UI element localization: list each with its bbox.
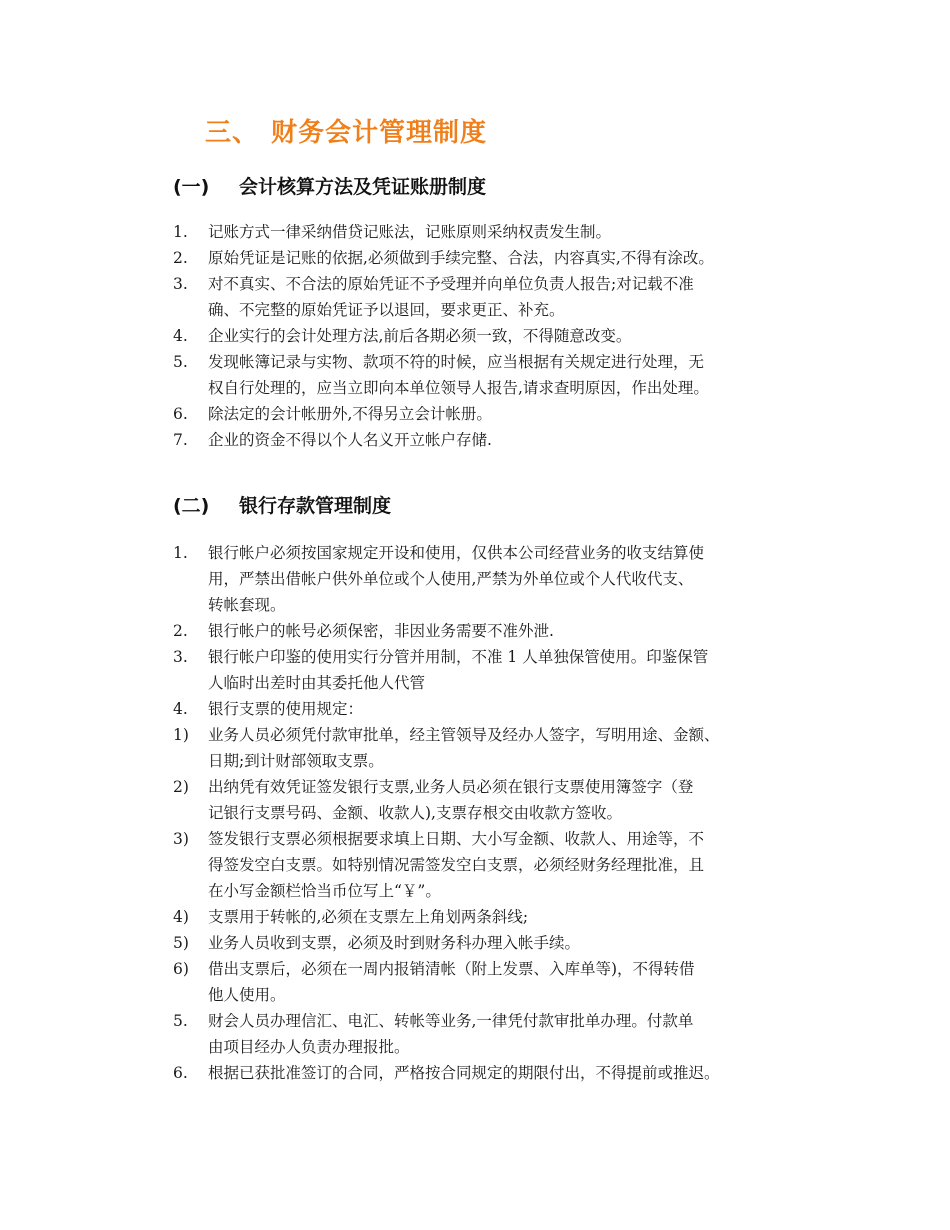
list-item-text-line: 签发银行支票必须根据要求填上日期、大小写金额、收款人、用途等，不	[208, 830, 705, 848]
chapter-title-text: 财务会计管理制度	[271, 118, 488, 148]
list-item-marker: 3.	[173, 648, 188, 666]
section-title-text: 会计核算方法及凭证账册制度	[239, 176, 487, 198]
list-item-marker: 2.	[173, 622, 188, 640]
list-item	[173, 219, 833, 245]
list-item-marker: 4)	[173, 908, 189, 926]
list-item-marker: 1.	[173, 544, 188, 562]
list-item-marker: 4.	[173, 327, 188, 345]
list-item-text-line: 业务人员必须凭付款审批单，经主管领导及经办人签字，写明用途、金额、	[208, 726, 720, 744]
list-item-text-line: 权自行处理的，应当立即向本单位领导人报告,请求查明原因，作出处理。	[208, 379, 709, 397]
list-item-text-line: 用，严禁出借帐户供外单位或个人使用,严禁为外单位或个人代收代支、	[208, 570, 694, 588]
list-item-text-line: 他人使用。	[208, 986, 286, 1004]
list-item-text-line: 银行帐户印鉴的使用实行分管并用制，不准 1 人单独保管使用。印鉴保管	[208, 648, 709, 666]
list-item-text-line: 对不真实、不合法的原始凭证不予受理并向单位负责人报告;对记载不准	[208, 275, 694, 293]
list-item-marker: 6)	[173, 960, 189, 978]
list-item-text-line: 得签发空白支票。如特别情况需签发空白支票，必须经财务经理批准，且	[208, 856, 705, 874]
section-title-1	[173, 172, 486, 199]
list-item	[173, 427, 833, 453]
list-item-text-line: 根据已获批准签订的合同，严格按合同规定的期限付出，不得提前或推迟。	[208, 1064, 720, 1082]
list-item-text-line: 支票用于转帐的,必须在支票左上角划两条斜线;	[208, 908, 529, 926]
list-item-text-line: 由项目经办人负责办理报批。	[208, 1038, 410, 1056]
list-item-marker: 3.	[173, 275, 188, 293]
list-item-text-line: 发现帐簿记录与实物、款项不符的时候，应当根据有关规定进行处理，无	[208, 353, 705, 371]
list-item-marker: 7.	[173, 431, 188, 449]
list-item-text-line: 除法定的会计帐册外,不得另立会计帐册。	[208, 405, 492, 423]
chapter-number: 三、	[205, 118, 260, 148]
list-item-marker: 5.	[173, 1012, 188, 1030]
list-item	[173, 696, 833, 722]
list-item	[173, 349, 833, 401]
list-item-text-line: 银行帐户的帐号必须保密，非因业务需要不准外泄.	[208, 622, 554, 640]
list-item-marker: 1)	[173, 726, 189, 744]
section-number: (二)	[173, 495, 210, 517]
list-item-text-line: 原始凭证是记账的依据,必须做到手续完整、合法，内容真实,不得有涂改。	[208, 249, 714, 267]
list-item-text-line: 借出支票后，必须在一周内报销清帐（附上发票、入库单等)，不得转借	[208, 960, 695, 978]
list-item-text-line: 记账方式一律采纳借贷记账法，记账原则采纳权责发生制。	[208, 223, 612, 241]
list-item	[173, 930, 833, 956]
list-item-text-line: 企业的资金不得以个人名义开立帐户存储.	[208, 431, 492, 449]
list-item-text-line: 日期;到计财部领取支票。	[208, 752, 384, 770]
list-item-marker: 5)	[173, 934, 189, 952]
list-item-text-line: 确、不完整的原始凭证予以退回，要求更正、补充。	[208, 301, 565, 319]
list-item-text-line: 银行支票的使用规定：	[208, 700, 364, 718]
list-item	[173, 644, 833, 696]
list-item-text-line: 转帐套现。	[208, 596, 286, 614]
list-item	[173, 1060, 833, 1086]
list-item-marker: 6.	[173, 405, 188, 423]
list-item	[173, 826, 833, 904]
list-item-text-line: 企业实行的会计处理方法,前后各期必须一致，不得随意改变。	[208, 327, 632, 345]
section-title-text: 银行存款管理制度	[239, 495, 392, 517]
list-item-text-line: 财会人员办理信汇、电汇、转帐等业务,一律凭付款审批单办理。付款单	[208, 1012, 694, 1030]
chapter-title	[205, 112, 487, 149]
list-item-marker: 2)	[173, 778, 189, 796]
list-item	[173, 956, 833, 1008]
list-item	[173, 323, 833, 349]
list-item-text-line: 银行帐户必须按国家规定开设和使用，仅供本公司经营业务的收支结算使	[208, 544, 705, 562]
section-title-2	[173, 491, 391, 518]
list-item-text-line: 在小写金额栏恰当币位写上“￥”。	[208, 882, 441, 900]
list-item	[173, 904, 833, 930]
list-item	[173, 722, 833, 774]
list-item-text-line: 人临时出差时由其委托他人代管	[208, 674, 426, 692]
section-1-list	[173, 219, 833, 453]
list-item-marker: 2.	[173, 249, 188, 267]
list-item	[173, 271, 833, 323]
list-item-marker: 1.	[173, 223, 188, 241]
list-item-text-line: 记银行支票号码、金额、收款人),支票存根交由收款方签收。	[208, 804, 622, 822]
list-item	[173, 540, 833, 618]
list-item	[173, 245, 833, 271]
list-item-text-line: 出纳凭有效凭证签发银行支票,业务人员必须在银行支票使用簿签字（登	[208, 778, 694, 796]
list-item	[173, 618, 833, 644]
list-item-marker: 3)	[173, 830, 189, 848]
list-item	[173, 1008, 833, 1060]
section-2-list	[173, 540, 833, 1086]
list-item	[173, 774, 833, 826]
list-item-text-line: 业务人员收到支票，必须及时到财务科办理入帐手续。	[208, 934, 581, 952]
list-item-marker: 6.	[173, 1064, 188, 1082]
list-item-marker: 5.	[173, 353, 188, 371]
list-item	[173, 401, 833, 427]
section-number: (一)	[173, 176, 210, 198]
list-item-marker: 4.	[173, 700, 188, 718]
